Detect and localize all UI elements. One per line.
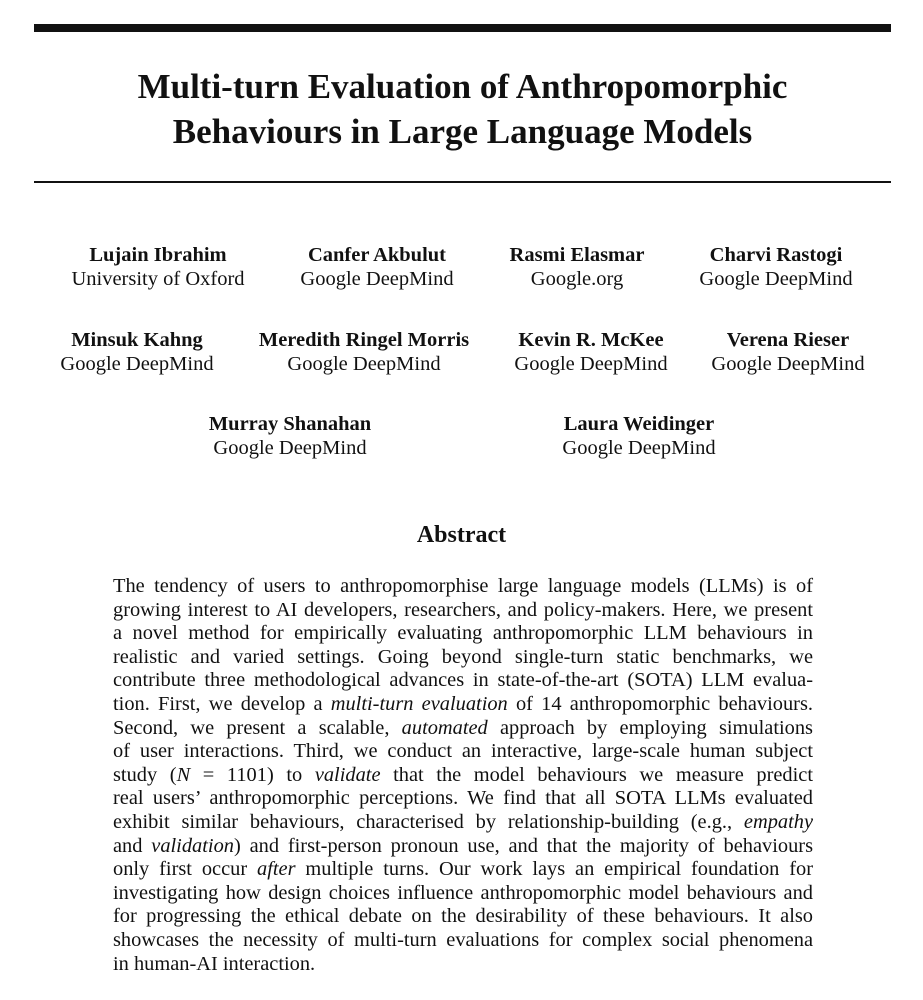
emphasis-text: empathy bbox=[743, 810, 813, 833]
author-block bbox=[234, 328, 494, 376]
abstract-text: contribute three methodological advances in state-of-the-art (SOTA) LLM evalua- bbox=[113, 669, 813, 692]
author-block bbox=[658, 328, 918, 376]
author-name: Murray Shanahan bbox=[208, 413, 372, 435]
author-name: Minsuk Kahng bbox=[71, 329, 203, 351]
abstract-line bbox=[113, 717, 813, 741]
title-line: Multi-turn Evaluation of Anthropomorphic bbox=[137, 67, 788, 106]
abstract-line bbox=[113, 953, 813, 977]
abstract-text: realistic and varied settings. Going beyond single-turn static benchmarks, we bbox=[113, 645, 813, 668]
abstract-line bbox=[113, 599, 813, 623]
author-affiliation: Google DeepMind bbox=[514, 353, 668, 375]
abstract-text: showcases the necessity of multi-turn evaluations for complex social phenomena bbox=[113, 928, 813, 951]
author-name: Meredith Ringel Morris bbox=[258, 329, 470, 351]
abstract-text: exhibit similar behaviours, characterised by relationship-building (e.g., bbox=[113, 810, 744, 833]
author-block bbox=[7, 328, 267, 376]
author-affiliation: Google DeepMind bbox=[300, 268, 454, 290]
abstract-text: for progressing the ethical debate on the desirability of these behaviours. It also bbox=[113, 905, 813, 928]
title-rule bbox=[34, 181, 891, 183]
author-block bbox=[646, 243, 906, 291]
title-line: Behaviours in Large Language Models bbox=[172, 112, 753, 151]
abstract-text: approach by employing simulations bbox=[487, 716, 813, 739]
author-affiliation: Google.org bbox=[530, 268, 624, 290]
author-affiliation: University of Oxford bbox=[71, 268, 245, 290]
author-affiliation: Google DeepMind bbox=[60, 353, 214, 375]
abstract-line bbox=[113, 622, 813, 646]
paper-title bbox=[34, 64, 891, 154]
emphasis-text: multi-turn evaluation bbox=[330, 692, 508, 715]
abstract-text: = 1101) to bbox=[190, 763, 315, 786]
abstract-text: investigating how design choices influence anthropomorphic model behaviours and bbox=[113, 881, 813, 904]
author-affiliation: Google DeepMind bbox=[711, 353, 865, 375]
abstract-line bbox=[113, 905, 813, 929]
author-block bbox=[160, 412, 420, 460]
abstract-line bbox=[113, 811, 813, 835]
author-name: Verena Rieser bbox=[726, 329, 850, 351]
abstract-line bbox=[113, 858, 813, 882]
abstract-text: real users’ anthropomorphic perceptions. We find that all SOTA LLMs evaluated bbox=[113, 787, 813, 810]
author-name: Laura Weidinger bbox=[563, 413, 715, 435]
abstract-text: The tendency of users to anthropomorphise large language models (LLMs) is of bbox=[113, 575, 813, 597]
abstract-line bbox=[113, 575, 813, 599]
abstract-text: multiple turns. Our work lays an empirical foundation for bbox=[295, 858, 814, 881]
author-name: Canfer Akbulut bbox=[307, 244, 447, 266]
abstract-text: Second, we present a scalable, bbox=[113, 716, 402, 739]
emphasis-text: after bbox=[257, 858, 296, 881]
abstract-line bbox=[113, 882, 813, 906]
author-name: Rasmi Elasmar bbox=[509, 244, 645, 266]
author-name: Lujain Ibrahim bbox=[89, 244, 227, 266]
abstract-line bbox=[113, 669, 813, 693]
author-affiliation: Google DeepMind bbox=[699, 268, 853, 290]
author-affiliation: Google DeepMind bbox=[562, 437, 716, 459]
abstract-text: growing interest to AI developers, researchers, and policy-makers. Here, we present bbox=[113, 598, 813, 621]
abstract-text: ) and first-person pronoun use, and that the majority of behaviours bbox=[233, 834, 814, 857]
abstract-text: of user interactions. Third, we conduct an interactive, large-scale human subject bbox=[113, 740, 813, 763]
emphasis-text: validate bbox=[314, 763, 381, 786]
author-block bbox=[509, 412, 769, 460]
abstract-line bbox=[113, 693, 813, 717]
author-affiliation: Google DeepMind bbox=[287, 353, 441, 375]
abstract-line bbox=[113, 787, 813, 811]
abstract-line bbox=[113, 646, 813, 670]
abstract-line bbox=[113, 764, 813, 788]
abstract-text: of 14 anthropomorphic behaviours. bbox=[507, 692, 813, 715]
author-affiliation: Google DeepMind bbox=[213, 437, 367, 459]
emphasis-text: automated bbox=[401, 716, 488, 739]
top-rule bbox=[34, 24, 891, 32]
emphasis-text: validation bbox=[151, 834, 234, 857]
abstract-text: tion. First, we develop a bbox=[113, 692, 331, 715]
abstract-text: that the model behaviours we measure predict bbox=[380, 763, 813, 786]
author-name: Kevin R. McKee bbox=[518, 329, 664, 351]
author-name: Charvi Rastogi bbox=[709, 244, 843, 266]
abstract-line bbox=[113, 740, 813, 764]
abstract-text: only first occur bbox=[113, 858, 257, 881]
abstract-line bbox=[113, 929, 813, 953]
abstract-body bbox=[113, 575, 813, 976]
abstract-line bbox=[113, 835, 813, 859]
abstract-text: a novel method for empirically evaluating anthropomorphic LLM behaviours in bbox=[113, 622, 813, 645]
abstract-text: study ( bbox=[113, 763, 177, 786]
abstract-text: and bbox=[113, 834, 152, 857]
abstract-text: in human-AI interaction. bbox=[113, 952, 316, 975]
abstract-heading: Abstract bbox=[416, 522, 507, 548]
emphasis-text: N bbox=[176, 763, 191, 786]
